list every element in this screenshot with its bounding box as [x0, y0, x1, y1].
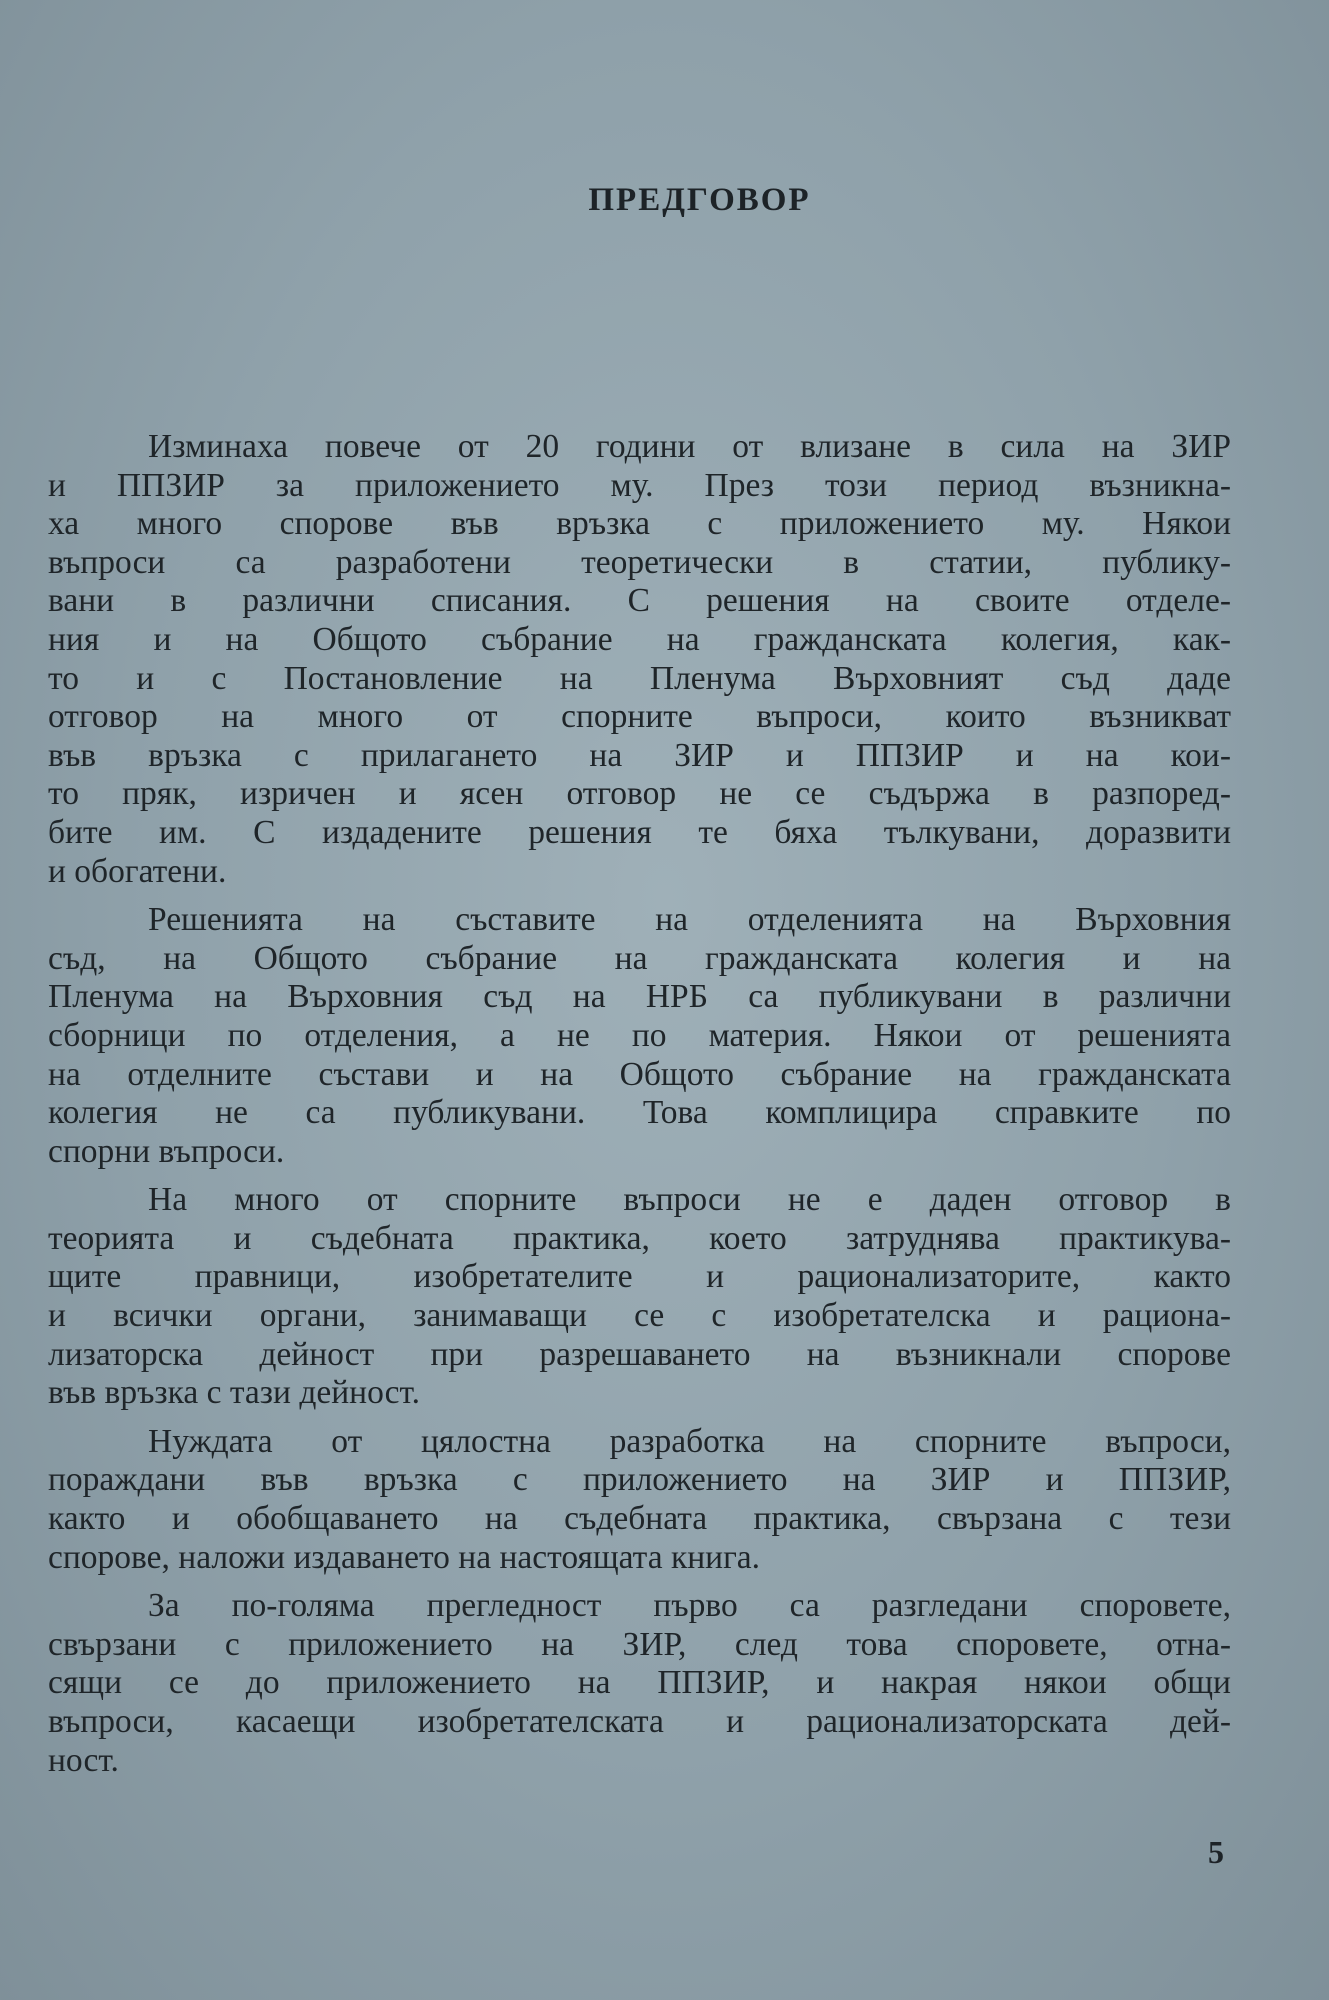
text-line: теорията и съдебната практика, което затруднява практикува- — [48, 1219, 1231, 1257]
text-line: ност. — [48, 1741, 119, 1779]
text-line: сборници по отделения, а не по материя. Някои от решенията — [48, 1016, 1231, 1054]
text-line: вани в различни списания. С решения на своите отделе- — [48, 582, 1231, 620]
text-line: бите им. С издадените решения те бяха тълкувани, доразвити — [48, 813, 1231, 851]
text-line: и обогатени. — [48, 852, 227, 890]
text-line: ния и на Общото събрание на гражданската колегия, как- — [48, 620, 1231, 658]
text-line: във връзка с прилагането на ЗИР и ППЗИР и на кои- — [48, 736, 1231, 774]
page-title: ПРЕДГОВОР — [588, 182, 811, 218]
paragraph-5 — [48, 1587, 1231, 1780]
text-line: на отделните състави и на Общото събрание на гражданската — [48, 1055, 1231, 1093]
text-line: ха много спорове във връзка с приложението му. Някои — [48, 505, 1231, 543]
text-line: сящи се до приложението на ППЗИР, и накрая някои общи — [48, 1664, 1231, 1702]
text-line: свързани с приложението на ЗИР, след това споровете, отна- — [48, 1625, 1231, 1663]
text-line: и ППЗИР за приложението му. През този период възникна- — [48, 466, 1231, 504]
text-line: както и обобщаването на съдебната практика, свързана с тези — [48, 1500, 1231, 1538]
text-line: Нуждата от цялостна разработка на спорните въпроси, — [148, 1422, 1231, 1460]
text-line: Изминаха повече от 20 години от влизане в сила на ЗИР — [148, 428, 1231, 465]
text-line: пораждани във връзка с приложението на ЗИР и ППЗИР, — [48, 1461, 1231, 1499]
paragraph-1 — [48, 428, 1231, 891]
text-line: въпроси, касаещи изобретателската и рационализаторската дей- — [48, 1703, 1231, 1740]
text-line: съд, на Общото събрание на гражданската колегия и на — [48, 939, 1231, 977]
text-line: На много от спорните въпроси не е даден отговор в — [148, 1181, 1231, 1219]
text-line: във връзка с тази дейност. — [48, 1374, 421, 1412]
text-line: спорове, наложи издаването на настоящата книга. — [48, 1538, 761, 1576]
page-number: 5 — [1208, 1834, 1224, 1870]
paragraph-3 — [48, 1181, 1231, 1413]
preface-body — [48, 428, 1231, 1790]
text-line: колегия не са публикувани. Това комплицира справките по — [48, 1094, 1231, 1132]
text-line: и всички органи, занимаващи се с изобретателска и рациона- — [48, 1297, 1231, 1335]
text-line: спорни въпроси. — [48, 1132, 285, 1170]
text-line: За по-голяма прегледност първо са разгледани споровете, — [148, 1587, 1231, 1625]
text-line: то и с Постановление на Пленума Върховният съд даде — [48, 659, 1231, 697]
text-line: Решенията на съставите на отделенията на Върховния — [148, 901, 1231, 939]
text-line: щите правници, изобретателите и рационализаторите, както — [48, 1258, 1231, 1296]
text-line: въпроси са разработени теоретически в статии, публику- — [48, 543, 1231, 581]
text-line: то пряк, изричен и ясен отговор не се съдържа в разпоред- — [48, 775, 1231, 813]
text-line: лизаторска дейност при разрешаването на възникнали спорове — [48, 1335, 1231, 1373]
paragraph-4 — [48, 1423, 1231, 1577]
text-line: Пленума на Върховния съд на НРБ са публикувани в различни — [48, 978, 1231, 1016]
text-line: отговор на много от спорните въпроси, които възникват — [48, 698, 1231, 736]
paragraph-2 — [48, 901, 1231, 1171]
